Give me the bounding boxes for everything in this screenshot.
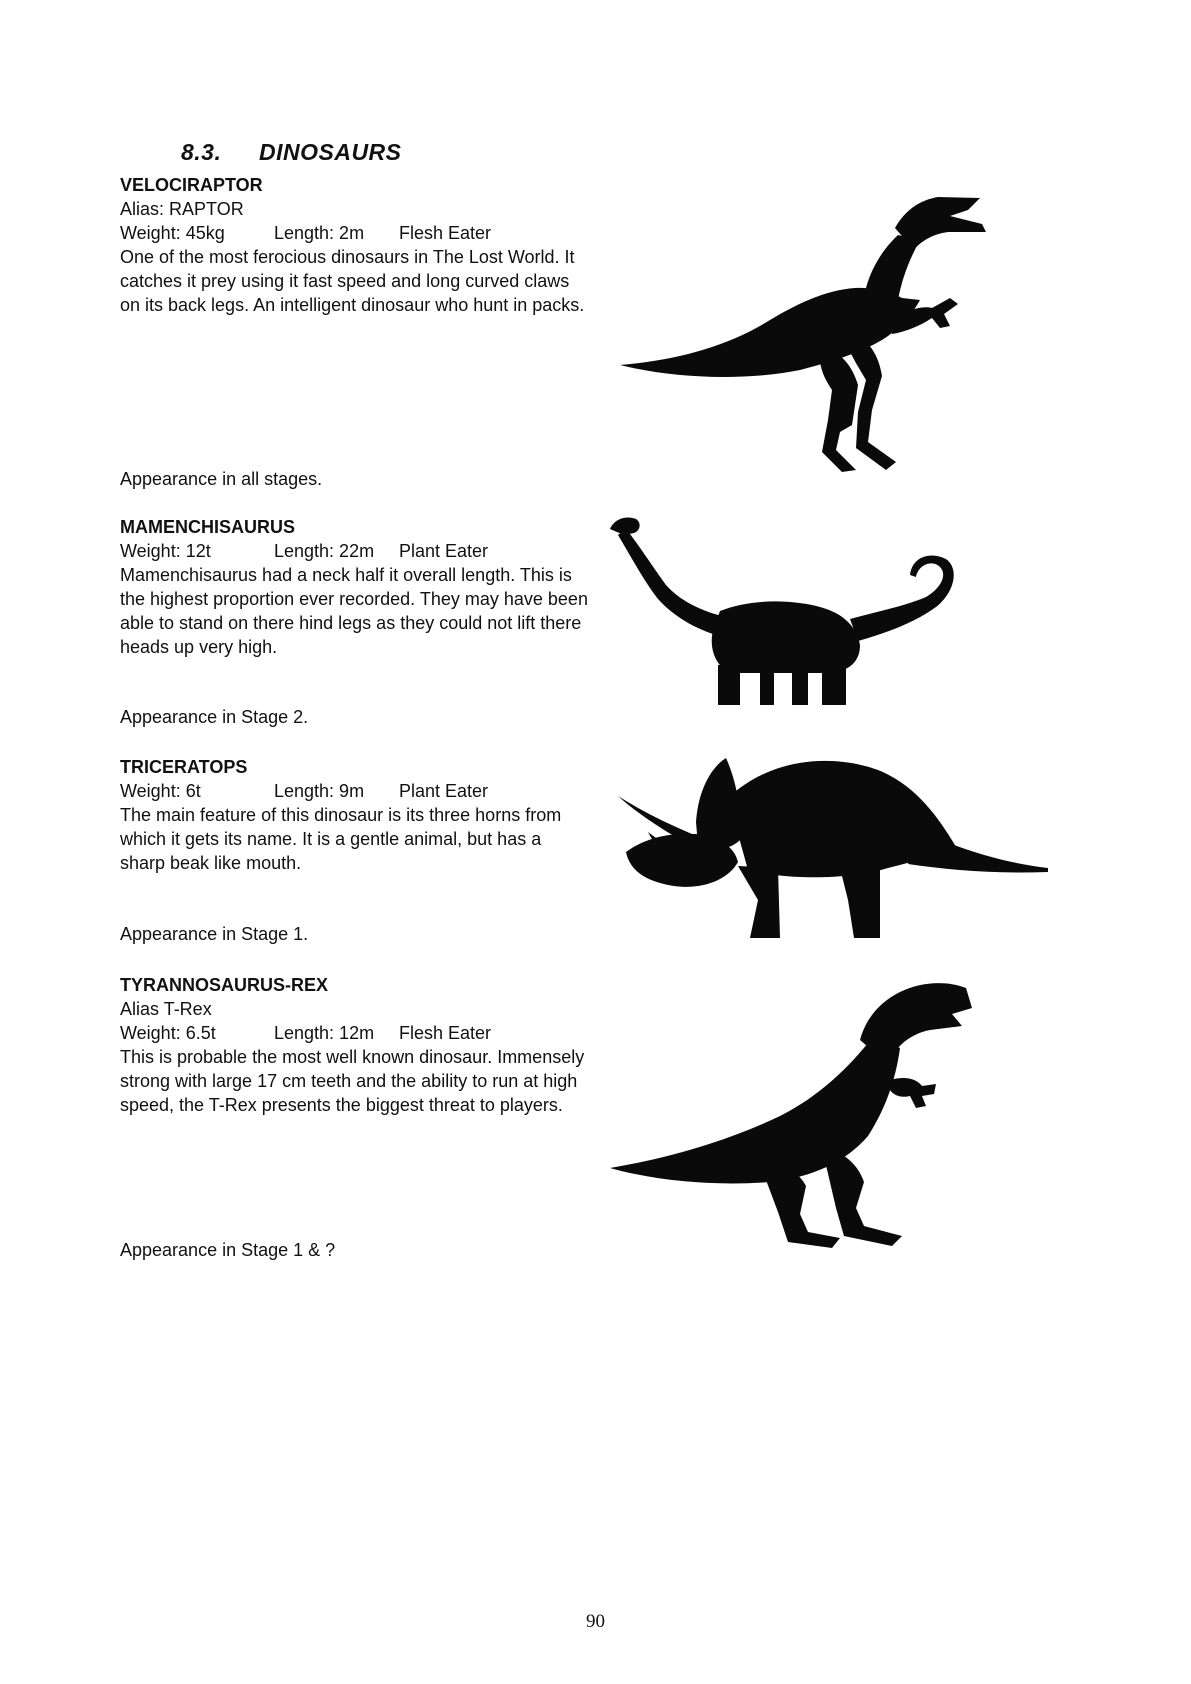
dinosaur-appearance: Appearance in Stage 1 & ? <box>120 1240 336 1260</box>
dinosaur-length: Length: 9m <box>274 781 365 801</box>
dinosaur-diet: Plant Eater <box>399 781 489 801</box>
dinosaur-description: Mamenchisaurus had a neck half it overall length. This is the highest proportion ever recorded. They may have been able to stand on there hind legs as they could not lift there heads up very high. <box>120 565 588 657</box>
dinosaur-name: TRICERATOPS <box>120 757 248 777</box>
dinosaur-diet: Flesh Eater <box>399 1023 492 1043</box>
dinosaur-description: This is probable the most well known dinosaur. Immensely strong with large 17 cm teeth and the ability to run at high speed, the T-Rex presents the biggest threat to players. <box>120 1047 585 1115</box>
dinosaur-description: The main feature of this dinosaur is its three horns from which it gets its name. It is a gentle animal, but has a sharp beak like mouth. <box>120 805 562 873</box>
velociraptor-silhouette-icon <box>620 180 1020 490</box>
section-title: DINOSAURS <box>259 139 402 165</box>
section-number: 8.3. <box>181 139 222 165</box>
triceratops-silhouette-icon <box>618 740 1058 940</box>
mamenchisaurus-silhouette-icon <box>610 515 1010 705</box>
dinosaur-stats <box>120 779 590 803</box>
dinosaur-stats <box>120 539 590 563</box>
dinosaur-alias: Alias T-Rex <box>120 999 212 1019</box>
dinosaur-weight: Weight: 12t <box>120 541 211 561</box>
dinosaur-diet: Flesh Eater <box>399 223 492 243</box>
tyrannosaurus-silhouette-icon <box>610 968 1010 1248</box>
dinosaur-name: TYRANNOSAURUS-REX <box>120 975 329 995</box>
dinosaur-alias: Alias: RAPTOR <box>120 199 244 219</box>
dinosaur-diet: Plant Eater <box>399 541 489 561</box>
section-heading <box>181 139 402 166</box>
dinosaur-length: Length: 22m <box>274 541 375 561</box>
dinosaur-weight: Weight: 6t <box>120 781 201 801</box>
dinosaur-length: Length: 2m <box>274 223 365 243</box>
dinosaur-entry-velociraptor <box>120 173 590 317</box>
dinosaur-entry-triceratops <box>120 755 590 875</box>
dinosaur-entry-tyrannosaurus <box>120 973 590 1117</box>
dinosaur-appearance: Appearance in Stage 1. <box>120 924 309 944</box>
page-number: 90 <box>586 1611 605 1632</box>
dinosaur-weight: Weight: 45kg <box>120 223 225 243</box>
dinosaur-appearance: Appearance in Stage 2. <box>120 707 309 727</box>
dinosaur-description: One of the most ferocious dinosaurs in The Lost World. It catches it prey using it fast speed and long curved claws on its back legs. An intelligent dinosaur who hunt in packs. <box>120 247 585 315</box>
dinosaur-stats <box>120 221 590 245</box>
dinosaur-length: Length: 12m <box>274 1023 375 1043</box>
dinosaur-name: VELOCIRAPTOR <box>120 175 263 195</box>
dinosaur-name: MAMENCHISAURUS <box>120 517 295 537</box>
dinosaur-weight: Weight: 6.5t <box>120 1023 216 1043</box>
dinosaur-appearance: Appearance in all stages. <box>120 469 323 489</box>
dinosaur-stats <box>120 1021 590 1045</box>
dinosaur-entry-mamenchisaurus <box>120 515 590 659</box>
